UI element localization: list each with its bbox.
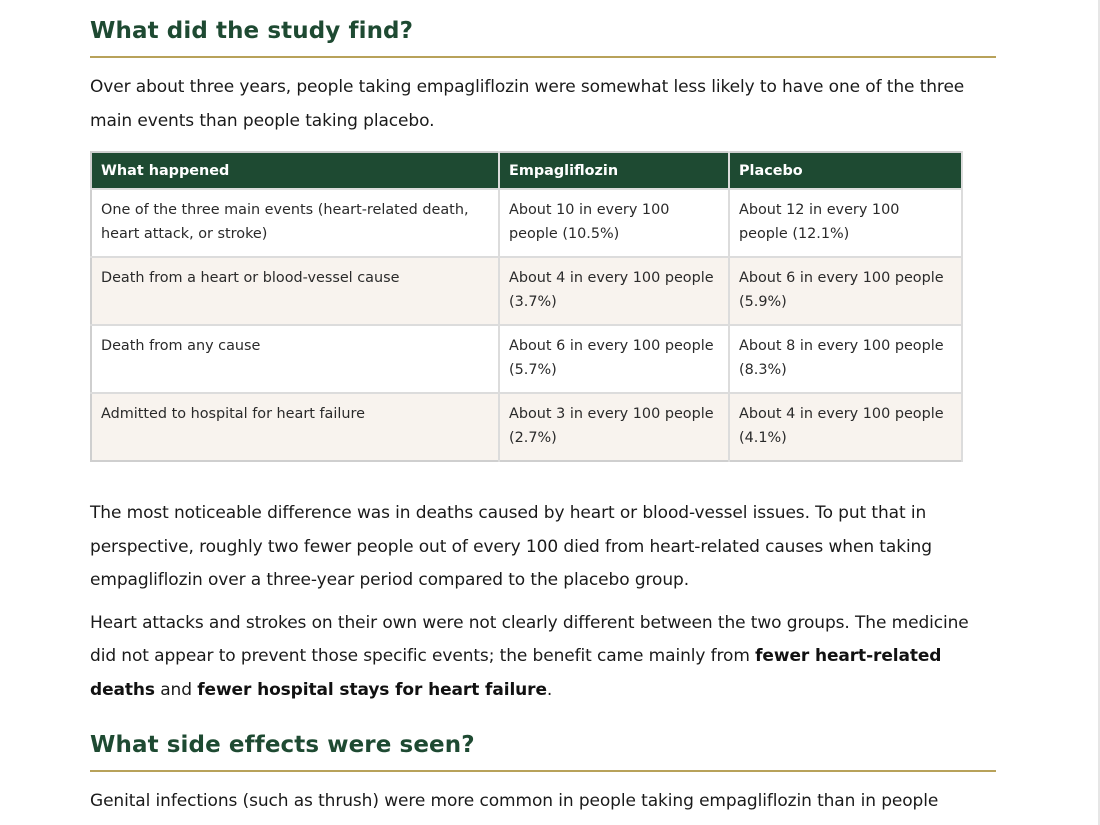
emphasis-heart-deaths: fewer heart-related deaths [90, 646, 942, 700]
paragraph-text: Heart attacks and strokes on their own were not clearly different between the two groups. The medicine did not appear to prevent those specific events; the benefit came mainly from [90, 612, 969, 666]
cell-placebo: About 12 in every 100 people (12.1%) [729, 189, 962, 257]
cell-event: Death from a heart or blood-vessel cause [91, 257, 499, 325]
results-table [90, 151, 963, 462]
header-empagliflozin: Empagliflozin [499, 152, 729, 189]
cell-placebo: About 6 in every 100 people (5.9%) [729, 257, 962, 325]
table-row [91, 325, 962, 393]
cell-event: One of the three main events (heart-related death, heart attack, or stroke) [91, 189, 499, 257]
table-row [91, 393, 962, 461]
cell-event: Admitted to hospital for heart failure [91, 393, 499, 461]
cell-empagliflozin: About 10 in every 100 people (10.5%) [499, 189, 729, 257]
cell-empagliflozin: About 4 in every 100 people (3.7%) [499, 257, 729, 325]
header-placebo: Placebo [729, 152, 962, 189]
emphasis-hospital-stays: fewer hospital stays for heart failure [197, 679, 547, 700]
paragraph-text: . [546, 679, 553, 700]
cell-event: Death from any cause [91, 325, 499, 393]
findings-intro-paragraph: Over about three years, people taking empagliflozin were somewhat less likely to have one of the three main events than people taking placebo. [90, 77, 965, 131]
cell-empagliflozin: About 3 in every 100 people (2.7%) [499, 393, 729, 461]
explanation-paragraph-1: The most noticeable difference was in deaths caused by heart or blood-vessel issues. To put that in perspective, roughly two fewer people out of every 100 died from heart-related causes when taking empagliflozin over a three-year period compared to the placebo group. [90, 503, 932, 590]
paragraph-text: and [154, 679, 198, 700]
cell-placebo: About 8 in every 100 people (8.3%) [729, 325, 962, 393]
table-header-row [91, 152, 962, 189]
header-what-happened: What happened [91, 152, 499, 189]
table-row [91, 257, 962, 325]
cell-empagliflozin: About 6 in every 100 people (5.7%) [499, 325, 729, 393]
cell-placebo: About 4 in every 100 people (4.1%) [729, 393, 962, 461]
findings-heading: What did the study find? [90, 0, 996, 58]
table-row [91, 189, 962, 257]
side-effects-paragraph: Genital infections (such as thrush) were more common in people taking empagliflozin than in people [90, 791, 939, 811]
explanation-paragraph-2 [90, 607, 996, 708]
side-effects-heading: What side effects were seen? [90, 732, 996, 772]
article-content [90, 0, 996, 819]
